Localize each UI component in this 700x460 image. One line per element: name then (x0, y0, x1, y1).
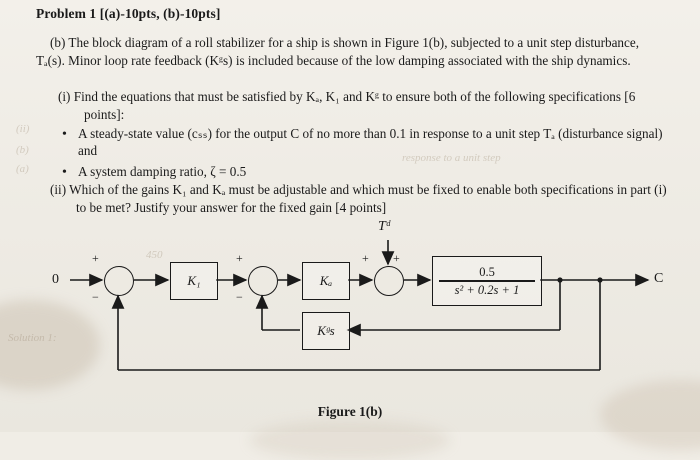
bullet-item-2-text: A system damping ratio, ζ = 0.5 (78, 164, 247, 179)
item-i-paragraph (58, 88, 668, 123)
plant-numerator: 0.5 (479, 265, 495, 280)
disturbance-label: Tᵈ (378, 219, 391, 234)
item-ii-text: (ii) Which of the gains K₁ and Kₐ must be adjustable and which must be fixed to enable both specifications in part (i) to be met? Justify your answer for the fixed gain [4 points] (50, 182, 667, 215)
bullet-item-1 (62, 125, 668, 159)
problem-title: Problem 1 [(a)-10pts, (b)-10pts] (36, 6, 221, 21)
sum3-plus-top-sign: + (393, 251, 400, 265)
margin-note-ghost-3: (a) (16, 163, 29, 175)
part-b-paragraph: (b) The block diagram of a roll stabilizer for a ship is shown in Figure 1(b), subjected to a unit step disturbance, Tₐ(s). Minor loop rate feedback (Kᵍs) is included because of the low damping associated with the ship dynamics. (36, 35, 640, 68)
block-diagram-wires (0, 218, 700, 398)
margin-note-ghost-1: (ii) (16, 123, 30, 135)
block-k1-label: K₁ (187, 273, 201, 288)
block-ka-label: Kₐ (319, 273, 333, 288)
output-label: C (654, 271, 664, 286)
margin-note-ghost-5: response to a unit step (402, 152, 501, 164)
summing-junction-2 (248, 266, 278, 296)
sum3-plus-left-sign: + (362, 251, 369, 265)
item-ii-paragraph (50, 181, 670, 216)
item-i-text: (i) Find the equations that must be satisfied by Kₐ, K₁ and Kᵍ to ensure both of the following specifications [6 points]: (58, 89, 636, 122)
plant-denominator: s² + 0.2s + 1 (454, 282, 520, 297)
block-plant (432, 256, 542, 306)
figure-caption: Figure 1(b) (317, 404, 383, 419)
bullet-dot-icon: • (62, 165, 67, 180)
summing-junction-3 (374, 266, 404, 296)
sum1-plus-sign: + (92, 251, 99, 265)
sum2-plus-sign: + (236, 251, 243, 265)
input-label: 0 (52, 272, 59, 287)
scan-smudge (250, 420, 450, 460)
bullet-dot-icon: • (62, 127, 67, 142)
plant-transfer-function (439, 265, 535, 297)
bullet-item-1-text: A steady-state value (cₛₛ) for the output C of no more than 0.1 in response to a unit step Tₐ (disturbance signal) and (78, 126, 663, 158)
block-k1 (170, 262, 218, 300)
margin-note-ghost-4: 450 (146, 249, 163, 261)
margin-note-left: Solution 1: (8, 332, 57, 344)
block-kds-label: Kᵍs (317, 323, 335, 338)
summing-junction-1 (104, 266, 134, 296)
margin-note-ghost-2: (b) (16, 144, 29, 156)
sum2-minus-sign: − (236, 290, 243, 304)
block-ka (302, 262, 350, 300)
bullet-item-2 (62, 163, 668, 180)
sum1-minus-sign: − (92, 290, 99, 304)
block-kds (302, 312, 350, 350)
block-diagram (0, 218, 700, 398)
